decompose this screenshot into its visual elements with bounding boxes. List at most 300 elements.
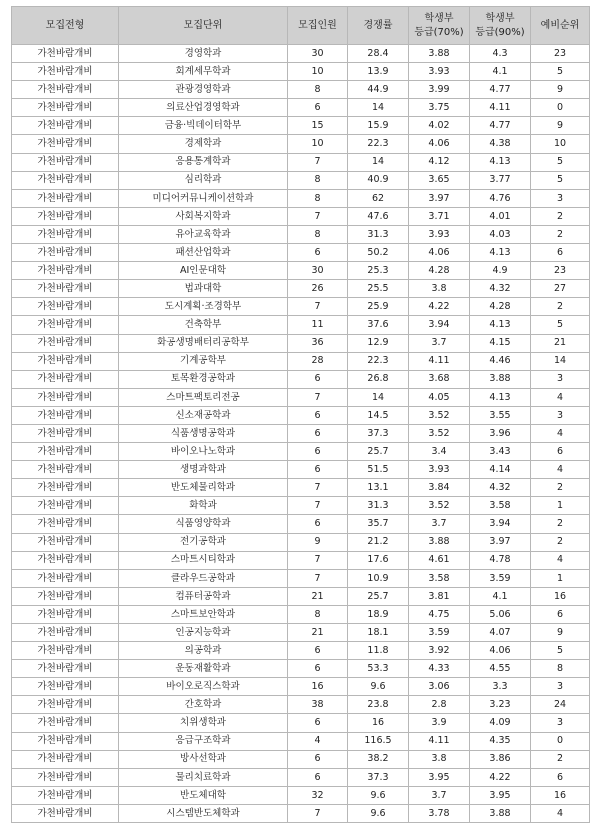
cell-department: 의료산업경영학과 (119, 99, 288, 117)
cell-admission-type: 가천바람개비 (12, 804, 119, 822)
cell-admission-type: 가천바람개비 (12, 153, 119, 171)
header-competition-rate: 경쟁률 (348, 7, 409, 45)
cell-grade-70: 3.58 (409, 569, 470, 587)
cell-grade-90: 4.09 (470, 714, 531, 732)
cell-competition-rate: 13.1 (348, 479, 409, 497)
table-row (12, 768, 590, 786)
table-row (12, 225, 590, 243)
table-row (12, 316, 590, 334)
cell-competition-rate: 14 (348, 153, 409, 171)
cell-grade-70: 3.68 (409, 370, 470, 388)
cell-competition-rate: 17.6 (348, 551, 409, 569)
cell-department: 시스템반도체학과 (119, 804, 288, 822)
cell-grade-90: 4.07 (470, 624, 531, 642)
cell-competition-rate: 11.8 (348, 642, 409, 660)
cell-admission-type: 가천바람개비 (12, 569, 119, 587)
table-row (12, 153, 590, 171)
cell-grade-70: 3.52 (409, 497, 470, 515)
cell-grade-90: 4.1 (470, 587, 531, 605)
cell-admission-type: 가천바람개비 (12, 497, 119, 515)
cell-waitlist-rank: 9 (531, 81, 590, 99)
cell-grade-70: 4.11 (409, 352, 470, 370)
cell-competition-rate: 14.5 (348, 406, 409, 424)
cell-quota: 7 (288, 153, 348, 171)
cell-grade-70: 4.75 (409, 605, 470, 623)
cell-quota: 8 (288, 171, 348, 189)
cell-department: 화학과 (119, 497, 288, 515)
cell-grade-70: 3.52 (409, 406, 470, 424)
cell-grade-70: 4.22 (409, 298, 470, 316)
cell-waitlist-rank: 6 (531, 768, 590, 786)
cell-waitlist-rank: 27 (531, 280, 590, 298)
table-row (12, 45, 590, 63)
header-department: 모집단위 (119, 7, 288, 45)
cell-grade-70: 3.8 (409, 750, 470, 768)
cell-grade-70: 3.93 (409, 461, 470, 479)
cell-grade-90: 4.28 (470, 298, 531, 316)
table-row (12, 171, 590, 189)
cell-grade-70: 3.94 (409, 316, 470, 334)
cell-quota: 6 (288, 424, 348, 442)
cell-competition-rate: 31.3 (348, 497, 409, 515)
table-row (12, 750, 590, 768)
cell-waitlist-rank: 1 (531, 497, 590, 515)
cell-grade-90: 4.03 (470, 225, 531, 243)
cell-department: 바이오로직스학과 (119, 678, 288, 696)
cell-quota: 9 (288, 533, 348, 551)
cell-waitlist-rank: 3 (531, 406, 590, 424)
table-row (12, 696, 590, 714)
cell-competition-rate: 9.6 (348, 786, 409, 804)
cell-admission-type: 가천바람개비 (12, 750, 119, 768)
cell-waitlist-rank: 21 (531, 334, 590, 352)
cell-quota: 8 (288, 189, 348, 207)
cell-admission-type: 가천바람개비 (12, 786, 119, 804)
cell-grade-70: 3.52 (409, 424, 470, 442)
cell-competition-rate: 25.5 (348, 280, 409, 298)
cell-quota: 6 (288, 768, 348, 786)
cell-grade-90: 4.13 (470, 244, 531, 262)
cell-grade-90: 3.77 (470, 171, 531, 189)
cell-admission-type: 가천바람개비 (12, 388, 119, 406)
cell-grade-90: 4.13 (470, 316, 531, 334)
cell-waitlist-rank: 0 (531, 732, 590, 750)
cell-admission-type: 가천바람개비 (12, 587, 119, 605)
cell-quota: 28 (288, 352, 348, 370)
cell-quota: 30 (288, 262, 348, 280)
cell-competition-rate: 40.9 (348, 171, 409, 189)
cell-admission-type: 가천바람개비 (12, 81, 119, 99)
cell-department: 유아교육학과 (119, 225, 288, 243)
cell-waitlist-rank: 4 (531, 388, 590, 406)
cell-department: 물리치료학과 (119, 768, 288, 786)
cell-waitlist-rank: 0 (531, 99, 590, 117)
table-row (12, 461, 590, 479)
cell-grade-90: 3.88 (470, 804, 531, 822)
table-row (12, 605, 590, 623)
cell-department: 치위생학과 (119, 714, 288, 732)
cell-department: 신소재공학과 (119, 406, 288, 424)
cell-department: 기계공학부 (119, 352, 288, 370)
cell-waitlist-rank: 14 (531, 352, 590, 370)
cell-competition-rate: 18.1 (348, 624, 409, 642)
cell-grade-90: 4.15 (470, 334, 531, 352)
cell-department: 건축학부 (119, 316, 288, 334)
cell-grade-70: 4.06 (409, 244, 470, 262)
cell-grade-90: 4.77 (470, 81, 531, 99)
cell-competition-rate: 44.9 (348, 81, 409, 99)
table-row (12, 515, 590, 533)
cell-grade-70: 3.7 (409, 786, 470, 804)
cell-waitlist-rank: 3 (531, 714, 590, 732)
cell-grade-70: 3.7 (409, 515, 470, 533)
table-row (12, 587, 590, 605)
table-row (12, 370, 590, 388)
table-body (12, 45, 590, 823)
table-row (12, 63, 590, 81)
cell-waitlist-rank: 4 (531, 461, 590, 479)
cell-department: 관광경영학과 (119, 81, 288, 99)
cell-admission-type: 가천바람개비 (12, 642, 119, 660)
cell-quota: 7 (288, 804, 348, 822)
cell-admission-type: 가천바람개비 (12, 678, 119, 696)
table-row (12, 642, 590, 660)
cell-grade-70: 3.71 (409, 207, 470, 225)
cell-grade-70: 3.95 (409, 768, 470, 786)
cell-department: AI인문대학 (119, 262, 288, 280)
cell-competition-rate: 23.8 (348, 696, 409, 714)
cell-quota: 7 (288, 479, 348, 497)
cell-quota: 7 (288, 388, 348, 406)
table-row (12, 298, 590, 316)
cell-department: 경제학과 (119, 135, 288, 153)
cell-grade-70: 4.11 (409, 732, 470, 750)
cell-admission-type: 가천바람개비 (12, 605, 119, 623)
cell-waitlist-rank: 2 (531, 479, 590, 497)
cell-department: 식품생명공학과 (119, 424, 288, 442)
cell-waitlist-rank: 23 (531, 262, 590, 280)
cell-waitlist-rank: 6 (531, 605, 590, 623)
cell-competition-rate: 13.9 (348, 63, 409, 81)
cell-admission-type: 가천바람개비 (12, 189, 119, 207)
cell-quota: 8 (288, 81, 348, 99)
table-row (12, 207, 590, 225)
cell-quota: 16 (288, 678, 348, 696)
cell-department: 회계세무학과 (119, 63, 288, 81)
table-row (12, 551, 590, 569)
cell-grade-70: 3.88 (409, 533, 470, 551)
table-row (12, 244, 590, 262)
cell-admission-type: 가천바람개비 (12, 624, 119, 642)
header-grade-70 (409, 7, 470, 45)
cell-competition-rate: 62 (348, 189, 409, 207)
cell-department: 방사선학과 (119, 750, 288, 768)
cell-department: 화공생명배터리공학부 (119, 334, 288, 352)
header-admission-type: 모집전형 (12, 7, 119, 45)
cell-department: 응용통계학과 (119, 153, 288, 171)
table-row (12, 479, 590, 497)
cell-admission-type: 가천바람개비 (12, 117, 119, 135)
cell-grade-70: 3.93 (409, 63, 470, 81)
cell-admission-type: 가천바람개비 (12, 316, 119, 334)
cell-quota: 6 (288, 515, 348, 533)
cell-grade-70: 3.8 (409, 280, 470, 298)
cell-grade-90: 3.58 (470, 497, 531, 515)
cell-waitlist-rank: 8 (531, 660, 590, 678)
cell-grade-90: 4.3 (470, 45, 531, 63)
cell-quota: 6 (288, 443, 348, 461)
cell-quota: 6 (288, 642, 348, 660)
cell-quota: 6 (288, 370, 348, 388)
cell-department: 식품영양학과 (119, 515, 288, 533)
cell-admission-type: 가천바람개비 (12, 262, 119, 280)
cell-admission-type: 가천바람개비 (12, 714, 119, 732)
cell-quota: 7 (288, 551, 348, 569)
cell-quota: 10 (288, 63, 348, 81)
table-row (12, 804, 590, 822)
table-row (12, 135, 590, 153)
cell-admission-type: 가천바람개비 (12, 461, 119, 479)
header-grade-70-label: 학생부 등급(70%) (414, 13, 464, 38)
cell-grade-90: 4.22 (470, 768, 531, 786)
cell-department: 인공지능학과 (119, 624, 288, 642)
cell-department: 생명과학과 (119, 461, 288, 479)
cell-competition-rate: 14 (348, 99, 409, 117)
header-grade-90-label: 학생부 등급(90%) (475, 13, 525, 38)
table-row (12, 352, 590, 370)
cell-waitlist-rank: 24 (531, 696, 590, 714)
cell-department: 스마트보안학과 (119, 605, 288, 623)
cell-admission-type: 가천바람개비 (12, 280, 119, 298)
cell-grade-90: 4.76 (470, 189, 531, 207)
cell-quota: 8 (288, 605, 348, 623)
cell-admission-type: 가천바람개비 (12, 533, 119, 551)
cell-quota: 4 (288, 732, 348, 750)
cell-admission-type: 가천바람개비 (12, 551, 119, 569)
cell-waitlist-rank: 5 (531, 316, 590, 334)
cell-grade-70: 4.61 (409, 551, 470, 569)
cell-grade-70: 3.7 (409, 334, 470, 352)
cell-grade-90: 4.77 (470, 117, 531, 135)
cell-admission-type: 가천바람개비 (12, 443, 119, 461)
cell-competition-rate: 22.3 (348, 352, 409, 370)
cell-grade-70: 3.92 (409, 642, 470, 660)
cell-grade-70: 2.8 (409, 696, 470, 714)
cell-admission-type: 가천바람개비 (12, 207, 119, 225)
cell-grade-70: 3.59 (409, 624, 470, 642)
table-row (12, 81, 590, 99)
cell-competition-rate: 25.9 (348, 298, 409, 316)
cell-competition-rate: 16 (348, 714, 409, 732)
cell-competition-rate: 26.8 (348, 370, 409, 388)
cell-waitlist-rank: 1 (531, 569, 590, 587)
cell-grade-90: 3.3 (470, 678, 531, 696)
cell-waitlist-rank: 3 (531, 678, 590, 696)
table-header (12, 7, 590, 45)
cell-grade-70: 4.12 (409, 153, 470, 171)
cell-department: 바이오나노학과 (119, 443, 288, 461)
cell-grade-90: 3.59 (470, 569, 531, 587)
cell-quota: 36 (288, 334, 348, 352)
table-row (12, 533, 590, 551)
table-row (12, 714, 590, 732)
cell-competition-rate: 47.6 (348, 207, 409, 225)
cell-admission-type: 가천바람개비 (12, 768, 119, 786)
cell-competition-rate: 38.2 (348, 750, 409, 768)
cell-grade-90: 3.55 (470, 406, 531, 424)
cell-grade-70: 3.75 (409, 99, 470, 117)
cell-waitlist-rank: 10 (531, 135, 590, 153)
table-row (12, 117, 590, 135)
header-row (12, 7, 590, 45)
cell-competition-rate: 37.3 (348, 768, 409, 786)
cell-competition-rate: 9.6 (348, 804, 409, 822)
table-row (12, 99, 590, 117)
cell-grade-70: 3.88 (409, 45, 470, 63)
cell-department: 의공학과 (119, 642, 288, 660)
cell-competition-rate: 37.6 (348, 316, 409, 334)
cell-grade-90: 4.35 (470, 732, 531, 750)
table-row (12, 424, 590, 442)
cell-waitlist-rank: 2 (531, 515, 590, 533)
cell-quota: 38 (288, 696, 348, 714)
table-row (12, 280, 590, 298)
cell-admission-type: 가천바람개비 (12, 424, 119, 442)
cell-quota: 21 (288, 587, 348, 605)
cell-quota: 21 (288, 624, 348, 642)
cell-grade-70: 4.33 (409, 660, 470, 678)
cell-quota: 6 (288, 99, 348, 117)
cell-quota: 6 (288, 406, 348, 424)
cell-quota: 6 (288, 461, 348, 479)
cell-grade-90: 4.32 (470, 479, 531, 497)
cell-waitlist-rank: 9 (531, 624, 590, 642)
cell-department: 전기공학과 (119, 533, 288, 551)
cell-admission-type: 가천바람개비 (12, 696, 119, 714)
cell-department: 클라우드공학과 (119, 569, 288, 587)
cell-grade-90: 3.86 (470, 750, 531, 768)
table-row (12, 660, 590, 678)
table-row (12, 443, 590, 461)
cell-department: 미디어커뮤니케이션학과 (119, 189, 288, 207)
cell-quota: 6 (288, 714, 348, 732)
admission-results-table (11, 6, 590, 823)
cell-admission-type: 가천바람개비 (12, 135, 119, 153)
cell-quota: 6 (288, 244, 348, 262)
cell-competition-rate: 10.9 (348, 569, 409, 587)
cell-department: 도시계획·조경학부 (119, 298, 288, 316)
cell-competition-rate: 31.3 (348, 225, 409, 243)
cell-grade-70: 3.78 (409, 804, 470, 822)
cell-quota: 7 (288, 497, 348, 515)
table-row (12, 388, 590, 406)
cell-competition-rate: 21.2 (348, 533, 409, 551)
cell-admission-type: 가천바람개비 (12, 406, 119, 424)
cell-grade-70: 3.65 (409, 171, 470, 189)
cell-admission-type: 가천바람개비 (12, 225, 119, 243)
cell-grade-90: 4.11 (470, 99, 531, 117)
cell-waitlist-rank: 2 (531, 750, 590, 768)
cell-waitlist-rank: 6 (531, 443, 590, 461)
cell-competition-rate: 12.9 (348, 334, 409, 352)
cell-quota: 32 (288, 786, 348, 804)
cell-waitlist-rank: 5 (531, 171, 590, 189)
cell-department: 응급구조학과 (119, 732, 288, 750)
cell-department: 사회복지학과 (119, 207, 288, 225)
cell-waitlist-rank: 9 (531, 117, 590, 135)
cell-grade-70: 4.28 (409, 262, 470, 280)
cell-competition-rate: 53.3 (348, 660, 409, 678)
cell-quota: 15 (288, 117, 348, 135)
cell-competition-rate: 25.7 (348, 443, 409, 461)
cell-waitlist-rank: 5 (531, 642, 590, 660)
cell-quota: 26 (288, 280, 348, 298)
table-row (12, 624, 590, 642)
cell-grade-70: 4.05 (409, 388, 470, 406)
cell-competition-rate: 22.3 (348, 135, 409, 153)
cell-grade-90: 3.95 (470, 786, 531, 804)
cell-admission-type: 가천바람개비 (12, 45, 119, 63)
cell-admission-type: 가천바람개비 (12, 171, 119, 189)
cell-competition-rate: 116.5 (348, 732, 409, 750)
cell-grade-90: 4.01 (470, 207, 531, 225)
cell-admission-type: 가천바람개비 (12, 515, 119, 533)
cell-competition-rate: 14 (348, 388, 409, 406)
cell-quota: 30 (288, 45, 348, 63)
cell-department: 토목환경공학과 (119, 370, 288, 388)
cell-admission-type: 가천바람개비 (12, 63, 119, 81)
admission-results-table-wrapper (11, 6, 589, 823)
cell-quota: 11 (288, 316, 348, 334)
cell-grade-90: 4.13 (470, 388, 531, 406)
table-row (12, 497, 590, 515)
cell-waitlist-rank: 23 (531, 45, 590, 63)
cell-department: 패션산업학과 (119, 244, 288, 262)
cell-waitlist-rank: 5 (531, 153, 590, 171)
table-row (12, 406, 590, 424)
cell-department: 반도체대학 (119, 786, 288, 804)
cell-grade-70: 3.4 (409, 443, 470, 461)
cell-grade-90: 3.23 (470, 696, 531, 714)
cell-waitlist-rank: 3 (531, 189, 590, 207)
cell-waitlist-rank: 16 (531, 786, 590, 804)
cell-grade-70: 3.06 (409, 678, 470, 696)
cell-competition-rate: 18.9 (348, 605, 409, 623)
cell-admission-type: 가천바람개비 (12, 334, 119, 352)
cell-grade-70: 4.02 (409, 117, 470, 135)
cell-competition-rate: 51.5 (348, 461, 409, 479)
cell-grade-90: 4.38 (470, 135, 531, 153)
cell-competition-rate: 50.2 (348, 244, 409, 262)
cell-grade-90: 4.9 (470, 262, 531, 280)
table-row (12, 189, 590, 207)
table-row (12, 262, 590, 280)
cell-department: 컴퓨터공학과 (119, 587, 288, 605)
cell-department: 심리학과 (119, 171, 288, 189)
cell-grade-70: 3.81 (409, 587, 470, 605)
cell-waitlist-rank: 4 (531, 551, 590, 569)
cell-quota: 7 (288, 298, 348, 316)
cell-grade-70: 3.9 (409, 714, 470, 732)
table-row (12, 678, 590, 696)
cell-competition-rate: 37.3 (348, 424, 409, 442)
cell-grade-90: 4.06 (470, 642, 531, 660)
cell-competition-rate: 25.7 (348, 587, 409, 605)
cell-quota: 8 (288, 225, 348, 243)
cell-competition-rate: 28.4 (348, 45, 409, 63)
cell-department: 금융·빅데이터학부 (119, 117, 288, 135)
cell-admission-type: 가천바람개비 (12, 298, 119, 316)
